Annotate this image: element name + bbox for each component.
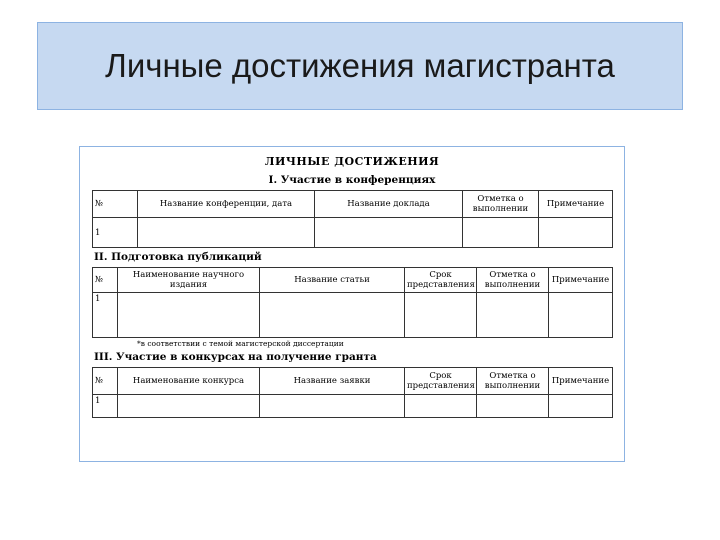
table-cell [118, 293, 260, 338]
table-cell [477, 395, 549, 418]
table-row [93, 395, 613, 418]
grants-table [92, 367, 613, 418]
table-cell [463, 218, 539, 248]
table-cell: 1 [93, 395, 118, 418]
table-row [93, 218, 613, 248]
header-cell: Название статьи [260, 268, 405, 293]
document-image [79, 146, 625, 462]
header-cell: Наименование конкурса [118, 368, 260, 395]
table-cell [315, 218, 463, 248]
table-cell [539, 218, 613, 248]
slide-title-box [37, 22, 683, 110]
document-heading: ЛИЧНЫЕ ДОСТИЖЕНИЯ [264, 155, 440, 168]
table-cell [118, 395, 260, 418]
table-cell [549, 293, 613, 338]
header-cell: Примечание [549, 368, 613, 395]
table-cell [138, 218, 315, 248]
header-cell: Название доклада [315, 191, 463, 218]
header-cell: № [93, 191, 138, 218]
table-row [93, 293, 613, 338]
header-cell: Отметка о выполнении [477, 368, 549, 395]
conferences-table [92, 190, 613, 248]
header-cell: № [93, 368, 118, 395]
header-cell: Примечание [549, 268, 613, 293]
header-cell: Название конференции, дата [138, 191, 315, 218]
table-cell: 1 [93, 218, 138, 248]
table-cell: 1 [93, 293, 118, 338]
header-cell: Наименование научного издания [118, 268, 260, 293]
section-publications-title: II. Подготовка публикаций [94, 251, 262, 263]
header-cell: № [93, 268, 118, 293]
table-cell [260, 395, 405, 418]
header-cell: Примечание [539, 191, 613, 218]
table-cell [477, 293, 549, 338]
slide-title: Личные достижения магистранта [105, 47, 615, 84]
document-content [92, 147, 612, 418]
table-cell [405, 293, 477, 338]
header-cell: Срок представления [405, 368, 477, 395]
header-cell: Отметка о выполнении [463, 191, 539, 218]
section-conferences-title: I. Участие в конференциях [268, 174, 436, 186]
header-cell: Срок представления [405, 268, 477, 293]
table-cell [405, 395, 477, 418]
publications-table [92, 267, 613, 338]
publications-footnote: *в соответствии с темой магистерской диссертации [137, 339, 344, 348]
header-cell: Отметка о выполнении [477, 268, 549, 293]
table-cell [549, 395, 613, 418]
table-header-row [93, 191, 613, 218]
section-grants-title: III. Участие в конкурсах на получение гранта [94, 351, 377, 363]
table-header-row [93, 268, 613, 293]
table-header-row [93, 368, 613, 395]
table-cell [260, 293, 405, 338]
header-cell: Название заявки [260, 368, 405, 395]
